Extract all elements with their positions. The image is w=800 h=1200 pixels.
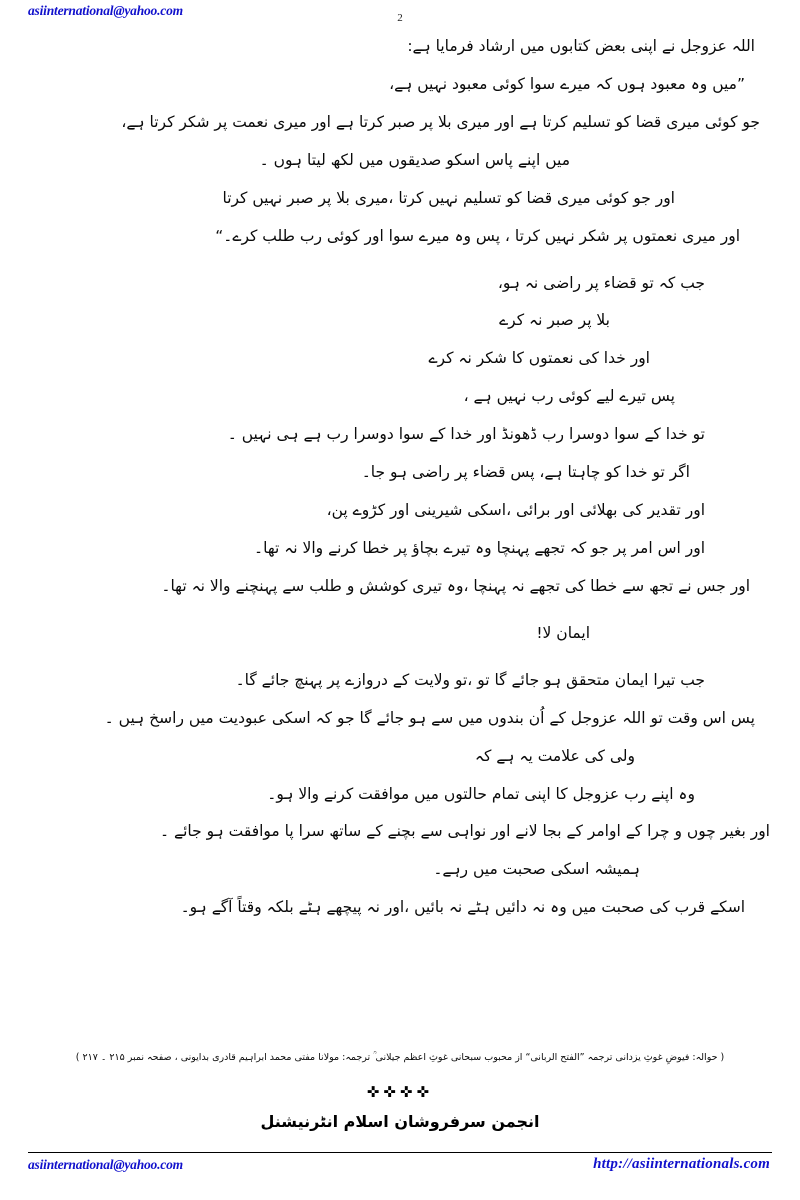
body-line: اور بغیر چوں و چرا کے اوامر کے بجا لانے اور نواہی سے بچنے کے ساتھ سرا پا موافقت ہو جائے ۔ bbox=[160, 822, 770, 841]
organization-name: انجمن سرفروشان اسلام انٹرنیشنل bbox=[260, 1112, 540, 1131]
body-line: اور تقدیر کی بھلائی اور برائی ،اسکی شیرینی اور کڑوے پن، bbox=[326, 501, 705, 520]
body-line: جو کوئی میری قضا کو تسلیم کرتا ہے اور میری بلا پر صبر کرتا ہے اور میری نعمت پر شکر کرتا ہے، bbox=[121, 112, 760, 131]
document-body bbox=[0, 36, 800, 918]
footer-website-link[interactable]: http://asiinternationals.com bbox=[593, 1156, 770, 1172]
body-line: اور اس امر پر جو کہ تجھے پہنچا وہ تیرے بچاؤ پر خطا کرنے والا نہ تھا۔ bbox=[254, 538, 705, 557]
page-header bbox=[0, 0, 800, 30]
body-line: اور جو کوئی میری قضا کو تسلیم نہیں کرتا ،میری بلا پر صبر نہیں کرتا bbox=[222, 188, 675, 207]
star-ornament-icon: ✜ bbox=[366, 1085, 384, 1101]
body-line: وہ اپنے رب عزوجل کا اپنی تمام حالتوں میں موافقت کرنے والا ہو۔ bbox=[267, 784, 695, 803]
header-email-link[interactable]: asiinternational@yahoo.com bbox=[28, 3, 183, 18]
body-line: اور جس نے تجھ سے خطا کی تجھے نہ پہنچا ،وہ تیری کوشش و طلب سے پہنچنے والا نہ تھا۔ bbox=[161, 576, 750, 595]
footer-email-link[interactable]: asiinternational@yahoo.com bbox=[28, 1157, 183, 1172]
body-line: ولی کی علامت یہ ہے کہ bbox=[474, 746, 635, 765]
body-line: اگر تو خدا کو چاہتا ہے، پس قضاء پر راضی ہو جا۔ bbox=[361, 463, 690, 482]
page-number: 2 bbox=[397, 12, 403, 24]
star-ornament-icon: ✜ bbox=[400, 1085, 417, 1101]
body-line: ایمان لا! bbox=[536, 623, 590, 642]
star-ornament-icon: ✜ bbox=[383, 1085, 400, 1101]
body-line: پس اس وقت تو اللہ عزوجل کے اُن بندوں میں سے ہو جائے گا جو کہ اسکی عبودیت میں راسخ ہیں ۔ bbox=[104, 708, 755, 727]
body-line: ”میں وہ معبود ہوں کہ میرے سوا کوئی معبود نہیں ہے، bbox=[389, 74, 745, 93]
body-line: ہمیشہ اسکی صحبت میں رہے۔ bbox=[433, 860, 640, 879]
body-line: تو خدا کے سوا دوسرا رب ڈھونڈ اور خدا کے سوا دوسرا رب ہے ہی نہیں ۔ bbox=[227, 425, 705, 444]
body-line: پس تیرے لیے کوئی رب نہیں ہے ، bbox=[463, 387, 675, 406]
page-footer bbox=[0, 1157, 800, 1183]
footer-divider-rule bbox=[28, 1152, 772, 1153]
citation-footnote: ( حوالہ: فیوضِ غوثِ یزدانی ترجمہ ”الفتح الربانی“ از محبوب سبحانی غوثِ اعظم جیلانی ؒ ترجمہ: مولانا مفتی محمد ابراہیم قادری بدایونی ، صفحہ نمبر ۲۱۵ ۔ ۲۱۷ ) bbox=[75, 1052, 725, 1063]
body-line: اللہ عزوجل نے اپنی بعض کتابوں میں ارشاد فرمایا ہے: bbox=[407, 37, 755, 55]
ornament-divider bbox=[0, 1086, 800, 1101]
body-line: میں اپنے پاس اسکو صدیقوں میں لکھ لیتا ہوں ۔ bbox=[259, 150, 570, 169]
body-line: اور خدا کی نعمتوں کا شکر نہ کرے bbox=[428, 349, 650, 368]
body-line: جب تیرا ایمان متحقق ہو جائے گا تو ،تو ولایت کے دروازے پر پہنچ جائے گا۔ bbox=[235, 670, 705, 689]
body-line: بلا پر صبر نہ کرے bbox=[499, 311, 610, 330]
body-line: اسکے قرب کی صحبت میں وہ نہ دائیں ہٹے نہ بائیں ،اور نہ پیچھے ہٹے بلکہ وقتاً آگے ہو۔ bbox=[180, 898, 745, 917]
body-line: اور میری نعمتوں پر شکر نہیں کرتا ، پس وہ میرے سوا اور کوئی رب طلب کرے۔“ bbox=[215, 226, 740, 245]
body-line: جب کہ تو قضاء پر راضی نہ ہو، bbox=[497, 273, 705, 292]
star-ornament-icon: ✜ bbox=[416, 1085, 434, 1101]
